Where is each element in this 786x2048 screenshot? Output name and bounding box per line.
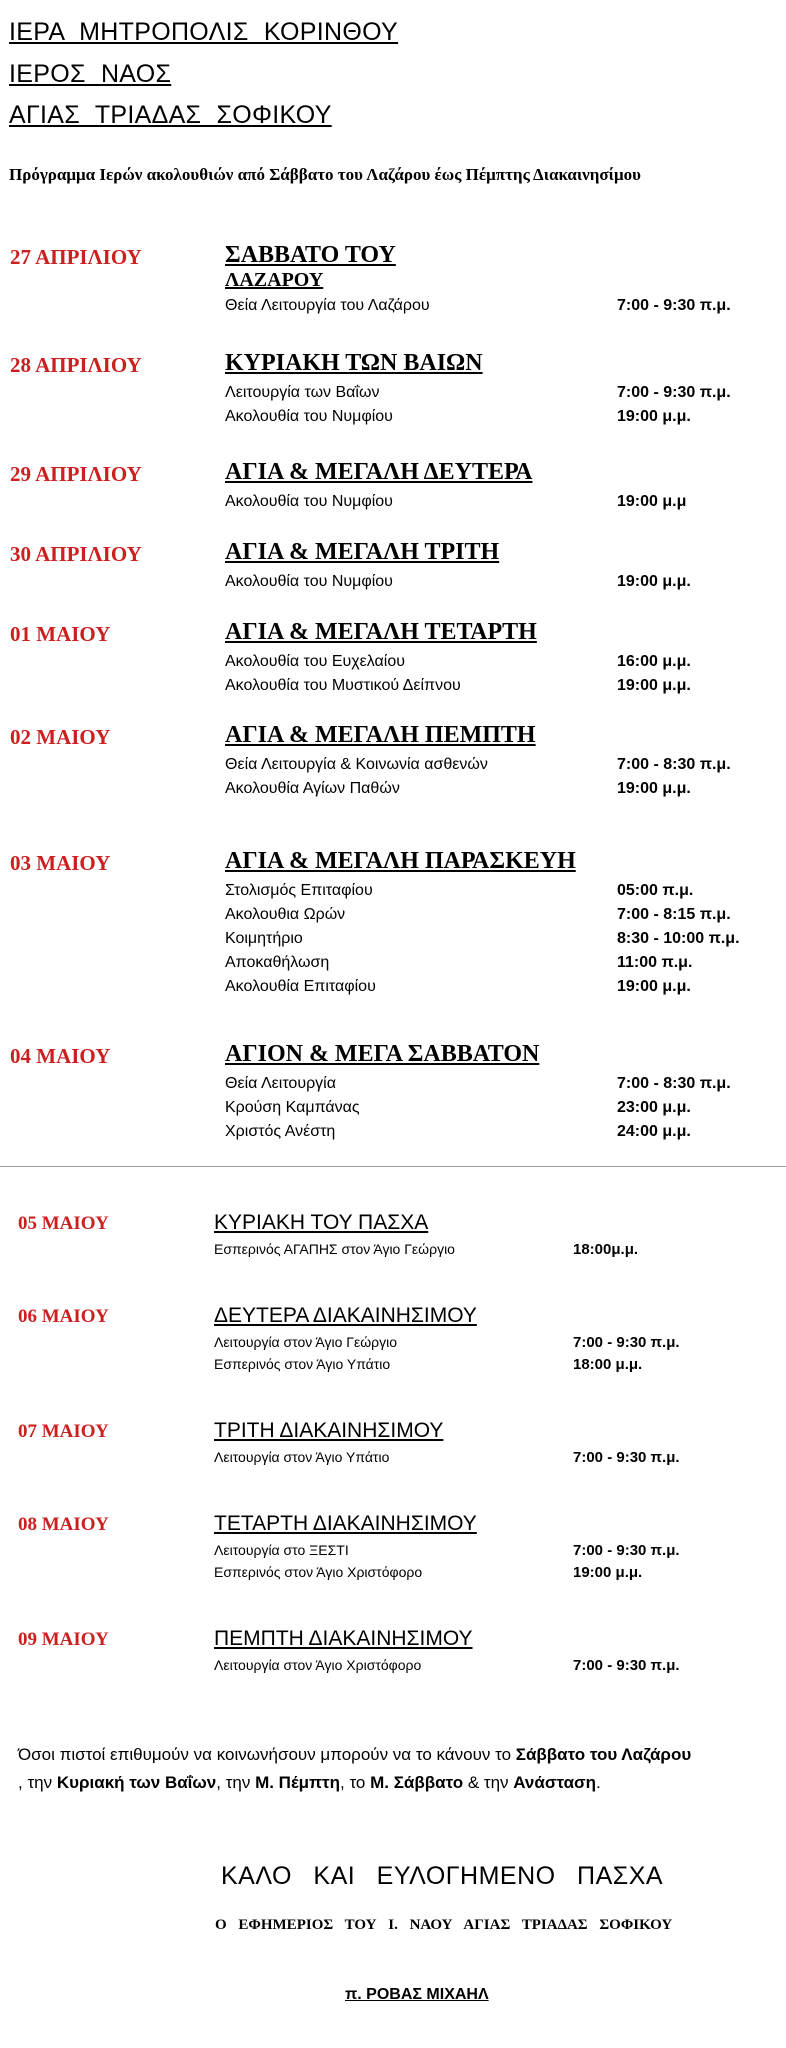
church-header-temple: ΙΕΡΟΣ ΝΑΟΣ [9, 60, 172, 88]
service-time: 16:00 μ.μ. [617, 653, 691, 670]
note-text: . [596, 1773, 601, 1792]
service-time: 7:00 - 9:30 π.μ. [617, 384, 731, 401]
priest-name: π. ΡΟΒΑΣ ΜΙΧΑΗΛ [345, 1986, 489, 2003]
day-date: 03 ΜΑΙΟΥ [10, 851, 111, 875]
service-time: 7:00 - 9:30 π.μ. [573, 1542, 680, 1559]
service-time: 19:00 μ.μ [617, 493, 687, 510]
day-date: 07 ΜΑΙΟΥ [18, 1421, 109, 1442]
service-time: 19:00 μ.μ. [617, 408, 691, 425]
service-name: Λειτουργία στον Άγιο Χριστόφορο [214, 1657, 422, 1673]
day-title: ΣΑΒΒΑΤΟ ΤΟΥ [225, 242, 396, 268]
note-highlight: Κυριακή των Βαΐων [56, 1773, 217, 1792]
service-name: Ακολουθια Ωρών [225, 906, 346, 923]
service-time: 7:00 - 9:30 π.μ. [573, 1449, 680, 1466]
note-text: Όσοι πιστοί επιθυμούν να κοινωνήσουν μπορούν να το κάνουν το [18, 1745, 516, 1764]
service-name: Λειτουργία των Βαΐων [225, 384, 380, 401]
day-title: ΑΓΙΟΝ & ΜΕΓΑ ΣΑΒΒΑΤΟΝ [225, 1041, 540, 1067]
service-time: 18:00μ.μ. [573, 1241, 639, 1258]
church-header-parish: ΑΓΙΑΣ ΤΡΙΑΔΑΣ ΣΟΦΙΚΟΥ [9, 101, 332, 129]
service-time: 19:00 μ.μ. [617, 677, 691, 694]
service-name: Ακολουθία Επιταφίου [225, 978, 376, 995]
service-name: Ακολουθία του Νυμφίου [225, 573, 393, 590]
service-time: 8:30 - 10:00 π.μ. [617, 930, 740, 947]
day-title: ΔΕΥΤΕΡΑ ΔΙΑΚΑΙΝΗΣΙΜΟΥ [214, 1304, 477, 1327]
service-time: 7:00 - 9:30 π.μ. [617, 297, 731, 314]
service-name: Λειτουργία στο ΞΕΣΤΙ [214, 1542, 349, 1558]
service-time: 19:00 μ.μ. [617, 978, 691, 995]
service-name: Ακολουθία του Νυμφίου [225, 493, 393, 510]
day-title: ΤΡΙΤΗ ΔΙΑΚΑΙΝΗΣΙΜΟΥ [214, 1419, 444, 1442]
day-date: 05 ΜΑΙΟΥ [18, 1213, 109, 1234]
communion-note [18, 1741, 786, 1797]
church-header-metropolis: ΙΕΡΑ ΜΗΤΡΟΠΟΛΙΣ ΚΟΡΙΝΘΟΥ [9, 18, 399, 46]
note-highlight: Σάββατο του Λαζάρου [515, 1745, 692, 1764]
day-title: ΑΓΙΑ & ΜΕΓΑΛΗ ΤΡΙΤΗ [225, 539, 500, 565]
day-date: 29 ΑΠΡΙΛΙΟΥ [10, 462, 142, 486]
service-name: Θεία Λειτουργία & Κοινωνία ασθενών [225, 756, 488, 773]
day-date: 06 ΜΑΙΟΥ [18, 1306, 109, 1327]
note-text: , την [18, 1773, 57, 1792]
easter-wish: ΚΑΛΟ ΚΑΙ ΕΥΛΟΓΗΜΕΝΟ ΠΑΣΧΑ [221, 1862, 664, 1890]
day-title-continued: ΛΑΖΑΡΟΥ [225, 269, 324, 291]
service-name: Θεία Λειτουργία [225, 1075, 336, 1092]
day-date: 30 ΑΠΡΙΛΙΟΥ [10, 542, 142, 566]
service-name: Χριστός Ανέστη [225, 1123, 336, 1140]
service-name: Κοιμητήριο [225, 930, 303, 947]
note-highlight: Μ. Πέμπτη [255, 1773, 341, 1792]
service-name: Ακολουθία του Νυμφίου [225, 408, 393, 425]
service-name: Κρούση Καμπάνας [225, 1099, 360, 1116]
day-title: ΤΕΤΑΡΤΗ ΔΙΑΚΑΙΝΗΣΙΜΟΥ [214, 1512, 477, 1535]
service-time: 19:00 μ.μ. [617, 780, 691, 797]
service-time: 05:00 π.μ. [617, 882, 694, 899]
note-text: , την [216, 1773, 256, 1792]
service-time: 18:00 μ.μ. [573, 1356, 643, 1373]
day-date: 27 ΑΠΡΙΛΙΟΥ [10, 245, 142, 269]
day-title: ΑΓΙΑ & ΜΕΓΑΛΗ ΤΕΤΑΡΤΗ [225, 619, 537, 645]
note-highlight: Μ. Σάββατο [370, 1773, 464, 1792]
day-date: 28 ΑΠΡΙΛΙΟΥ [10, 353, 142, 377]
note-text: , το [340, 1773, 371, 1792]
day-title: ΠΕΜΠΤΗ ΔΙΑΚΑΙΝΗΣΙΜΟΥ [214, 1627, 473, 1650]
service-time: 19:00 μ.μ. [617, 573, 691, 590]
day-title: ΚΥΡΙΑΚΗ ΤΩΝ ΒΑΙΩΝ [225, 350, 483, 376]
signature-line: Ο ΕΦΗΜΕΡΙΟΣ ΤΟΥ Ι. ΝΑΟΥ ΑΓΙΑΣ ΤΡΙΑΔΑΣ ΣΟΦΙΚΟΥ [215, 1917, 673, 1933]
service-time: 19:00 μ.μ. [573, 1564, 643, 1581]
note-highlight: Ανάσταση [513, 1773, 597, 1792]
service-time: 7:00 - 9:30 π.μ. [573, 1334, 680, 1351]
service-name: Ακολουθία του Ευχελαίου [225, 653, 405, 670]
day-title: ΑΓΙΑ & ΜΕΓΑΛΗ ΠΕΜΠΤΗ [225, 722, 536, 748]
section-divider [0, 1166, 786, 1167]
day-title: ΚΥΡΙΑΚΗ ΤΟΥ ΠΑΣΧΑ [214, 1211, 429, 1234]
day-title: ΑΓΙΑ & ΜΕΓΑΛΗ ΔΕΥΤΕΡΑ [225, 459, 533, 485]
service-name: Θεία Λειτουργία του Λαζάρου [225, 297, 430, 314]
service-time: 7:00 - 8:30 π.μ. [617, 1075, 731, 1092]
service-name: Λειτουργία στον Άγιο Γεώργιο [214, 1334, 398, 1350]
note-text: & την [463, 1773, 514, 1792]
service-name: Αποκαθήλωση [225, 954, 330, 971]
day-date: 09 ΜΑΙΟΥ [18, 1629, 109, 1650]
service-name: Ακολουθία Αγίων Παθών [225, 780, 400, 797]
service-name: Εσπερινός στον Άγιο Υπάτιο [214, 1356, 391, 1372]
service-name: Στολισμός Επιταφίου [225, 882, 373, 899]
day-date: 08 ΜΑΙΟΥ [18, 1514, 109, 1535]
service-time: 11:00 π.μ. [617, 954, 693, 971]
day-date: 01 ΜΑΙΟΥ [10, 622, 111, 646]
service-time: 23:00 μ.μ. [617, 1099, 691, 1116]
service-time: 24:00 μ.μ. [617, 1123, 691, 1140]
service-name: Ακολουθία του Μυστικού Δείπνου [225, 677, 461, 694]
day-date: 04 ΜΑΙΟΥ [10, 1044, 111, 1068]
day-title: ΑΓΙΑ & ΜΕΓΑΛΗ ΠΑΡΑΣΚΕΥΗ [225, 848, 576, 874]
service-time: 7:00 - 8:15 π.μ. [617, 906, 731, 923]
service-time: 7:00 - 9:30 π.μ. [573, 1657, 680, 1674]
service-time: 7:00 - 8:30 π.μ. [617, 756, 731, 773]
service-name: Εσπερινός στον Άγιο Χριστόφορο [214, 1564, 423, 1580]
schedule-intro: Πρόγραμμα Ιερών ακολουθιών από Σάββατο του Λαζάρου έως Πέμπτης Διακαινησίμου [9, 165, 641, 184]
day-date: 02 ΜΑΙΟΥ [10, 725, 111, 749]
service-name: Εσπερινός ΑΓΑΠΗΣ στον Άγιο Γεώργιο [214, 1241, 455, 1257]
service-name: Λειτουργία στον Άγιο Υπάτιο [214, 1449, 390, 1465]
